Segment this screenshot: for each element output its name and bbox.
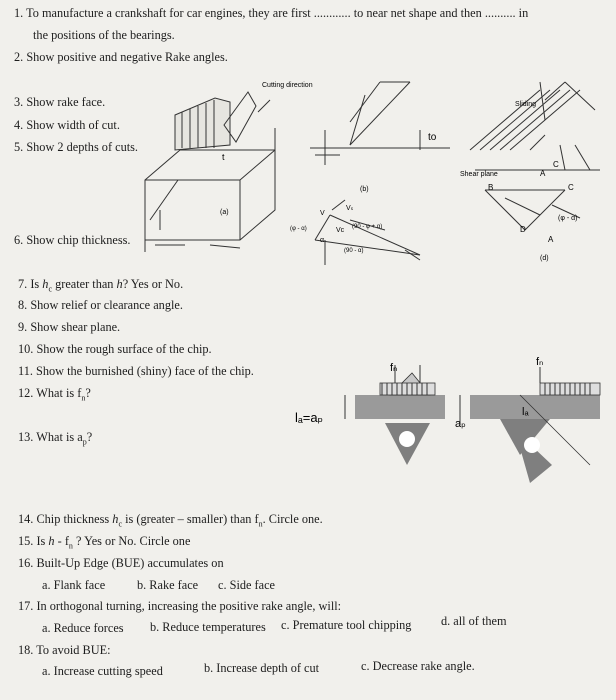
q5-text: Show 2 depths of cuts. [26,140,139,154]
figure-label-d: (d) [540,255,549,262]
q6-text: Show chip thickness. [26,233,131,247]
q16-number: 16. [18,556,34,570]
angle-90-alpha: (90 - α) [344,248,364,254]
velocity-diagram-d [485,190,580,230]
q11-text: Show the burnished (shiny) face of the chip. [36,364,254,378]
q14-tail: . Circle one. [262,512,323,526]
q8-text: Show relief or clearance angle. [30,298,183,312]
q18-number: 18. [18,643,34,657]
q16-option-b[interactable]: b. Rake face [137,578,199,592]
q13-number: 13. [18,430,34,444]
q17-number: 17. [18,599,34,613]
q15 [18,534,190,553]
q14-number: 14. [18,512,34,526]
insert-tool-figure [290,355,612,485]
q9-text: Show shear plane. [30,320,121,334]
point-b-label: B [488,183,494,192]
q14-post: is (greater – smaller) than f [125,512,259,526]
q14 [18,512,323,531]
q15-number: 15. [18,534,34,548]
q15-post: ? Yes or No. Circle one [76,534,191,548]
point-a-lower: A [548,235,554,244]
fn-label-right: fₙ [536,356,544,368]
velocity-v-label: V [320,210,325,217]
q12-text: What is f [36,386,82,400]
q15-pre: Is [36,534,46,548]
q13-text: What is a [36,430,83,444]
shear-plane-label: Shear plane [460,171,498,178]
q2 [14,50,228,64]
angle-phi-alpha-d: (φ - α) [558,215,578,222]
q12-post: ? [85,386,91,400]
q14-sub-c: c [118,519,123,529]
q17-text: In orthogonal turning, increasing the positive rake angle, will: [36,599,342,613]
fn-label-left: fₙ [390,362,398,374]
q10 [18,342,212,356]
angle-90-phi-alpha: (90 - φ + α) [352,224,383,230]
thickness-label-t: t [222,152,225,162]
point-d-label: D [520,225,526,234]
q7-var-h: h [116,277,123,291]
la-label: lₐ [522,406,529,418]
figure-label-b: (b) [360,186,369,193]
q17-option-b[interactable]: b. Reduce temperatures [150,620,266,634]
q6-number: 6. [14,233,24,247]
velocity-vc-label: Vc [336,227,345,234]
q4-text: Show width of cut. [26,118,120,132]
q7-pre: Is [30,277,40,291]
undeformed-thickness-label: to [428,132,437,143]
q18-option-a[interactable]: a. Increase cutting speed [42,664,163,678]
q14-var-h: h [112,512,119,526]
q12 [18,386,91,405]
q15-var-h: h [48,534,55,548]
ap-label: aₚ [455,418,466,430]
point-a-upper: A [540,169,546,178]
q18-text: To avoid BUE: [36,643,111,657]
q3 [14,95,105,109]
tool-chip-diagram [310,82,450,165]
q18 [18,643,111,657]
q1-line1 [14,6,528,20]
q13 [18,430,92,449]
q2-number: 2. [14,50,24,64]
q16-option-c[interactable]: c. Side face [218,578,276,592]
q1-text: To manufacture a crankshaft for car engines, they are first [26,6,311,20]
q16-text: Built-Up Edge (BUE) accumulates on [36,556,224,570]
q1-blank-2[interactable]: .......... [484,6,516,20]
q17-option-c[interactable]: c. Premature tool chipping [281,618,412,632]
figure-label-a: (a) [220,209,229,216]
q17-option-d[interactable]: d. all of them [441,614,507,628]
q1-tail: in [518,6,529,20]
q1-line2: the positions of the bearings. [33,28,175,42]
point-c-lower: C [568,183,574,192]
q1-middle: to near net shape and then [353,6,482,20]
q7-mid: greater than [55,277,114,291]
right-insert-diagram [460,367,600,483]
orthogonal-cutting-figure [120,70,610,280]
velocity-vs-label: Vₛ [346,205,354,212]
q17 [18,599,341,613]
q11-number: 11. [18,364,33,378]
q4 [14,118,120,132]
sliding-label: Sliding [515,101,537,108]
q16-option-a[interactable]: a. Flank face [42,578,106,592]
q4-number: 4. [14,118,24,132]
q14-sub-n: n [258,519,263,529]
cutting-direction-label: Cutting direction [262,82,313,89]
q10-text: Show the rough surface of the chip. [36,342,212,356]
q6 [14,233,131,247]
q3-text: Show rake face. [26,95,106,109]
q2-text: Show positive and negative Rake angles. [26,50,228,64]
q7-sub-c: c [48,284,52,294]
q8 [18,298,183,312]
workpiece-block [145,92,275,252]
q12-sub: n [81,393,86,403]
q17-option-a[interactable]: a. Reduce forces [42,621,124,635]
q14-pre: Chip thickness [36,512,110,526]
q16 [18,556,224,570]
q11 [18,364,254,378]
shear-plane-diagram [470,82,600,170]
q10-number: 10. [18,342,34,356]
q9 [18,320,120,334]
q13-sub: p [82,437,87,447]
cutting-direction-arrow [258,100,270,112]
q7-var-hc: h [42,277,49,291]
q18-option-c[interactable]: c. Decrease rake angle. [361,659,475,673]
q7-post: ? Yes or No. [122,277,184,291]
q9-number: 9. [18,320,28,334]
point-c-upper: C [553,160,559,169]
angle-phi-alpha: (φ - α) [290,226,307,232]
alpha-label: α [320,237,325,244]
q8-number: 8. [18,298,28,312]
q15-sub: n [68,541,73,551]
q5-number: 5. [14,140,24,154]
left-insert-diagram [345,365,445,465]
q1-number: 1. [14,6,24,20]
q12-number: 12. [18,386,34,400]
q13-post: ? [86,430,93,444]
q3-number: 3. [14,95,24,109]
q18-option-b[interactable]: b. Increase depth of cut [204,661,320,675]
q7-number: 7. [18,277,28,291]
velocity-diagram-middle [315,200,420,265]
la-equals-ap-label: lₐ=aₚ [295,410,324,425]
q15-mid: - f [57,534,69,548]
q1-blank-1[interactable]: ............ [313,6,351,20]
